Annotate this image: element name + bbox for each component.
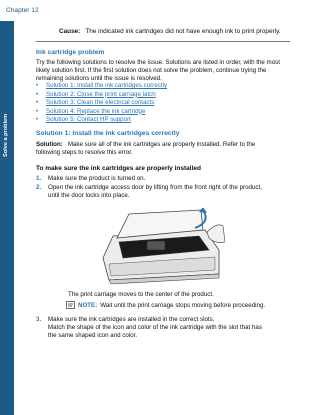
- intro-line: remaining solutions until the issue is resolved.: [36, 75, 162, 83]
- procedure-title: To make sure the ink cartridges are properly installed: [36, 165, 201, 172]
- link-text[interactable]: Solution 4: Replace the ink cartridge: [46, 107, 146, 115]
- cause-label: Cause:: [59, 28, 81, 35]
- link-text[interactable]: Solution 3: Clean the electrical contacts: [46, 99, 155, 106]
- bullet-icon: •: [36, 90, 39, 98]
- step-text: the same shaped icon and color.: [48, 332, 138, 340]
- intro-line: likely solution first. If the first solution does not solve the problem, continue trying the: [36, 67, 267, 75]
- link-solution-2[interactable]: [36, 91, 167, 100]
- link-text[interactable]: Solution 2: Close the print carriage latch: [46, 90, 156, 98]
- step-text: Open the ink cartridge access door by lifting from the front right of the product,: [48, 184, 262, 191]
- solution-1-paragraph: [36, 141, 255, 157]
- bullet-icon: •: [36, 107, 39, 115]
- solution-label: Solution:: [36, 141, 63, 148]
- step-1: [36, 175, 146, 183]
- note: [78, 302, 265, 309]
- link-solution-3[interactable]: [36, 99, 167, 108]
- step-text: until the door locks into place.: [48, 192, 130, 200]
- divider: [36, 41, 290, 42]
- solution-text: following steps to resolve this error.: [36, 149, 133, 157]
- step-number: 3.: [36, 316, 42, 323]
- side-tab-label: Solve a problem: [3, 113, 9, 157]
- step-2: [36, 184, 262, 200]
- solution-links: [36, 82, 167, 125]
- solution-line: [36, 141, 255, 149]
- printer-illustration: [95, 208, 225, 286]
- note-label: NOTE:: [78, 302, 98, 309]
- cause-line: [59, 28, 281, 35]
- cause-text: The indicated ink cartridges did not have enough ink to print properly.: [85, 28, 281, 35]
- solution-text: Make sure all of the ink cartridges are properly installed. Refer to the: [67, 141, 256, 148]
- note-icon: [66, 301, 75, 309]
- link-text[interactable]: Solution 1: Install the ink cartridges correctly: [46, 82, 168, 89]
- step-number: 1.: [36, 175, 42, 182]
- step-3: [36, 316, 262, 341]
- section-title: Ink cartridge problem: [36, 49, 105, 56]
- bullet-icon: •: [36, 82, 39, 89]
- intro-line: Try the following solutions to resolve the issue. Solutions are listed in order, with the most: [36, 59, 280, 66]
- intro-paragraph: [36, 59, 280, 84]
- step-text: Make sure the product is turned on.: [48, 175, 146, 182]
- link-text[interactable]: Solution 5: Contact HP support: [46, 116, 131, 123]
- chapter-header: Chapter 12: [6, 7, 39, 14]
- side-tab: [0, 21, 14, 415]
- solution-1-title: Solution 1: Install the ink cartridges correctly: [36, 130, 180, 137]
- link-solution-1[interactable]: [36, 82, 167, 91]
- step-text: Make sure the ink cartridges are installed in the correct slots.: [48, 316, 215, 323]
- link-solution-4[interactable]: [36, 108, 167, 117]
- note-text: Wait until the print carriage stops moving before proceeding.: [100, 302, 266, 309]
- carriage-text: The print carriage moves to the center of the product.: [68, 291, 214, 298]
- bullet-icon: •: [36, 99, 39, 106]
- link-solution-5[interactable]: [36, 116, 167, 125]
- bullet-icon: •: [36, 116, 39, 123]
- step-number: 2.: [36, 184, 42, 191]
- step-text: Match the shape of the icon and color of the ink cartridge with the slot that has: [48, 324, 262, 332]
